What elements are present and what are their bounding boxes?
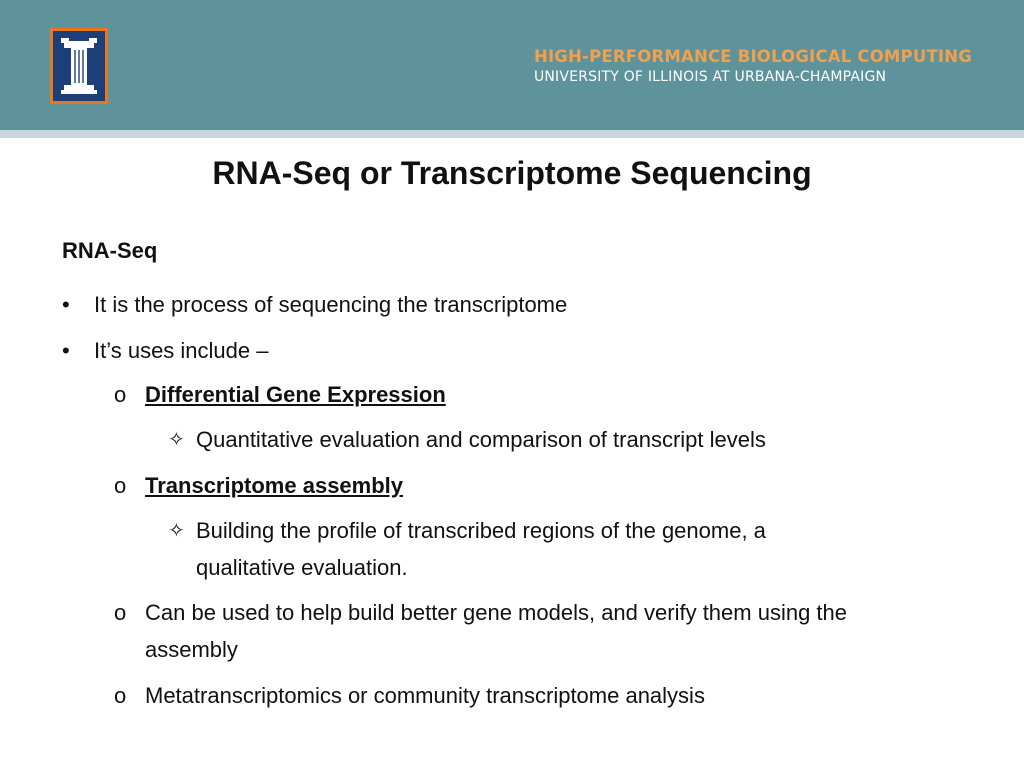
sub-marker: o (114, 600, 127, 625)
sub-item-heading: Transcriptome assembly (145, 473, 404, 498)
bullet-text: It’s uses include – (94, 338, 269, 363)
bullet-text: It is the process of sequencing the transcriptome (94, 292, 568, 317)
header-divider (0, 130, 1024, 138)
sub-item-text: Metatranscriptomics or community transcriptome analysis (145, 683, 705, 708)
sub-item-heading: Differential Gene Expression (145, 382, 446, 407)
org-title: HIGH-PERFORMANCE BIOLOGICAL COMPUTING (533, 47, 972, 66)
sub-marker: o (114, 683, 127, 708)
slide-title: RNA-Seq or Transcriptome Sequencing (212, 155, 812, 191)
sparkle-icon: ✧ (168, 520, 185, 542)
university-logo (50, 28, 108, 104)
detail-text: Building the profile of transcribed regions of the genome, a (196, 518, 766, 543)
sparkle-icon: ✧ (168, 429, 185, 451)
detail-text: Quantitative evaluation and comparison of transcript levels (196, 427, 766, 452)
sub-marker: o (114, 382, 127, 407)
org-university: UNIVERSITY OF ILLINOIS AT URBANA-CHAMPAIGN (533, 69, 887, 85)
sub-item-text-continued: assembly (145, 637, 238, 662)
organization-name (534, 47, 972, 87)
bullet-marker: • (62, 292, 70, 317)
sub-item-text: Can be used to help build better gene models, and verify them using the (145, 600, 848, 625)
detail-text-continued: qualitative evaluation. (196, 555, 408, 580)
header-banner (0, 0, 1024, 130)
sub-marker: o (114, 473, 127, 498)
section-title: RNA-Seq (62, 238, 158, 263)
column-i-icon (53, 31, 105, 101)
bullet-marker: • (62, 338, 70, 363)
